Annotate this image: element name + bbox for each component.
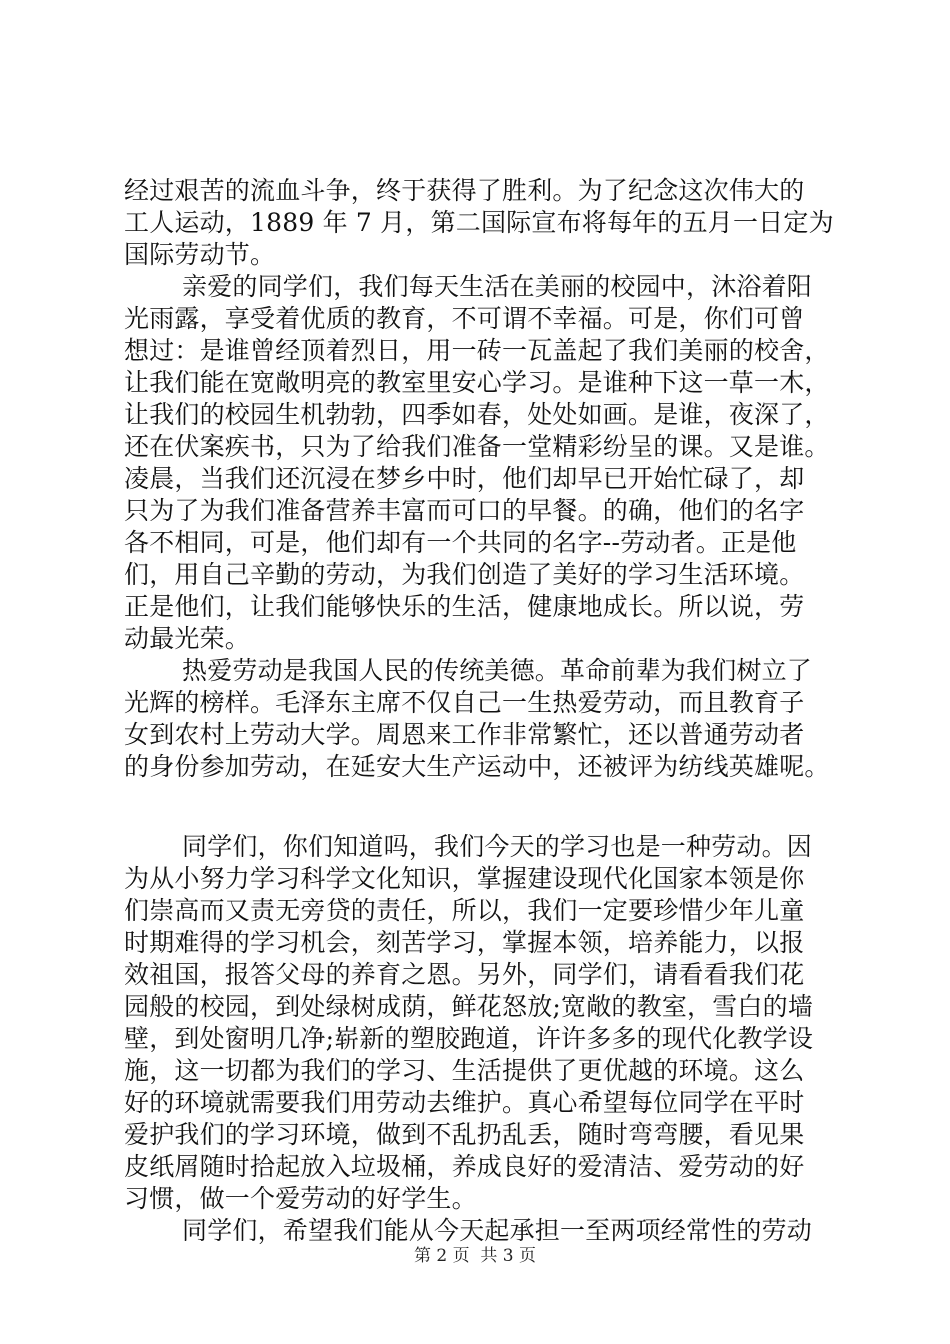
text-line: 为从小努力学习科学文化知识，掌握建设现代化国家本领是你 — [124, 864, 805, 893]
text-line: 习惯，做一个爱劳动的好学生。 — [124, 1184, 477, 1213]
text-line: 凌晨，当我们还沉浸在梦乡中时，他们却早已开始忙碌了，却 — [124, 464, 805, 493]
text-line: 动最光荣。 — [124, 624, 251, 653]
paragraph-first-line: 同学们，你们知道吗，我们今天的学习也是一种劳动。因 — [182, 832, 813, 861]
text-line: 好的环境就需要我们用劳动去维护。真心希望每位同学在平时 — [124, 1088, 805, 1117]
text-line: 想过：是谁曾经顶着烈日，用一砖一瓦盖起了我们美丽的校舍， — [124, 336, 830, 365]
text-line: 正是他们，让我们能够快乐的生活，健康地成长。所以说，劳 — [124, 592, 805, 621]
text-line: 还在伏案疾书，只为了给我们准备一堂精彩纷呈的课。又是谁。 — [124, 432, 830, 461]
text-line: 让我们的校园生机勃勃，四季如春，处处如画。是谁，夜深了， — [124, 400, 830, 429]
paragraph-first-line: 同学们，希望我们能从今天起承担一至两项经常性的劳动 — [182, 1216, 813, 1245]
text-line: 们崇高而又责无旁贷的责任，所以，我们一定要珍惜少年儿童 — [124, 896, 805, 925]
text-line: 只为了为我们准备营养丰富而可口的早餐。的确，他们的名字 — [124, 496, 805, 525]
text-line: 光雨露，享受着优质的教育，不可谓不幸福。可是，你们可曾 — [124, 304, 805, 333]
text-line: 光辉的榜样。毛泽东主席不仅自己一生热爱劳动，而且教育子 — [124, 688, 805, 717]
text-line: 时期难得的学习机会，刻苦学习，掌握本领，培养能力，以报 — [124, 928, 805, 957]
text-line: 壁，到处窗明几净;崭新的塑胶跑道，许许多多的现代化教学设 — [124, 1024, 814, 1053]
text-line: 效祖国，报答父母的养育之恩。另外，同学们，请看看我们花 — [124, 960, 805, 989]
paragraph-gap — [124, 783, 829, 831]
text-line: 爱护我们的学习环境，做到不乱扔乱丢，随时弯弯腰，看见果 — [124, 1120, 805, 1149]
text-line: 施，这一切都为我们的学习、生活提供了更优越的环境。这么 — [124, 1056, 805, 1085]
text-line: 园般的校园，到处绿树成荫，鲜花怒放;宽敞的教室，雪白的墙 — [124, 992, 814, 1021]
text-line: 的身份参加劳动，在延安大生产运动中，还被评为纺线英雄呢。 — [124, 752, 830, 781]
text-line: 皮纸屑随时拾起放入垃圾桶，养成良好的爱清洁、爱劳动的好 — [124, 1152, 805, 1181]
text-line: 国际劳动节。 — [124, 240, 276, 269]
paragraph-first-line: 亲爱的同学们，我们每天生活在美丽的校园中，沐浴着阳 — [182, 272, 813, 301]
paragraph-first-line: 热爱劳动是我国人民的传统美德。革命前辈为我们树立了 — [182, 656, 813, 685]
text-line: 工人运动，1889 年 7 月，第二国际宣布将每年的五月一日定为 — [124, 208, 834, 237]
text-line: 女到农村上劳动大学。周恩来工作非常繁忙，还以普通劳动者 — [124, 720, 805, 749]
text-line: 各不相同，可是，他们却有一个共同的名字--劳动者。正是他 — [124, 528, 797, 557]
text-line: 让我们能在宽敞明亮的教室里安心学习。是谁种下这一草一木， — [124, 368, 830, 397]
page-number-footer: 第 2 页 共 3 页 — [413, 1246, 537, 1266]
body-text — [124, 175, 834, 1247]
text-line: 经过艰苦的流血斗争，终于获得了胜利。为了纪念这次伟大的 — [124, 176, 805, 205]
text-line: 们，用自己辛勤的劳动，为我们创造了美好的学习生活环境。 — [124, 560, 805, 589]
